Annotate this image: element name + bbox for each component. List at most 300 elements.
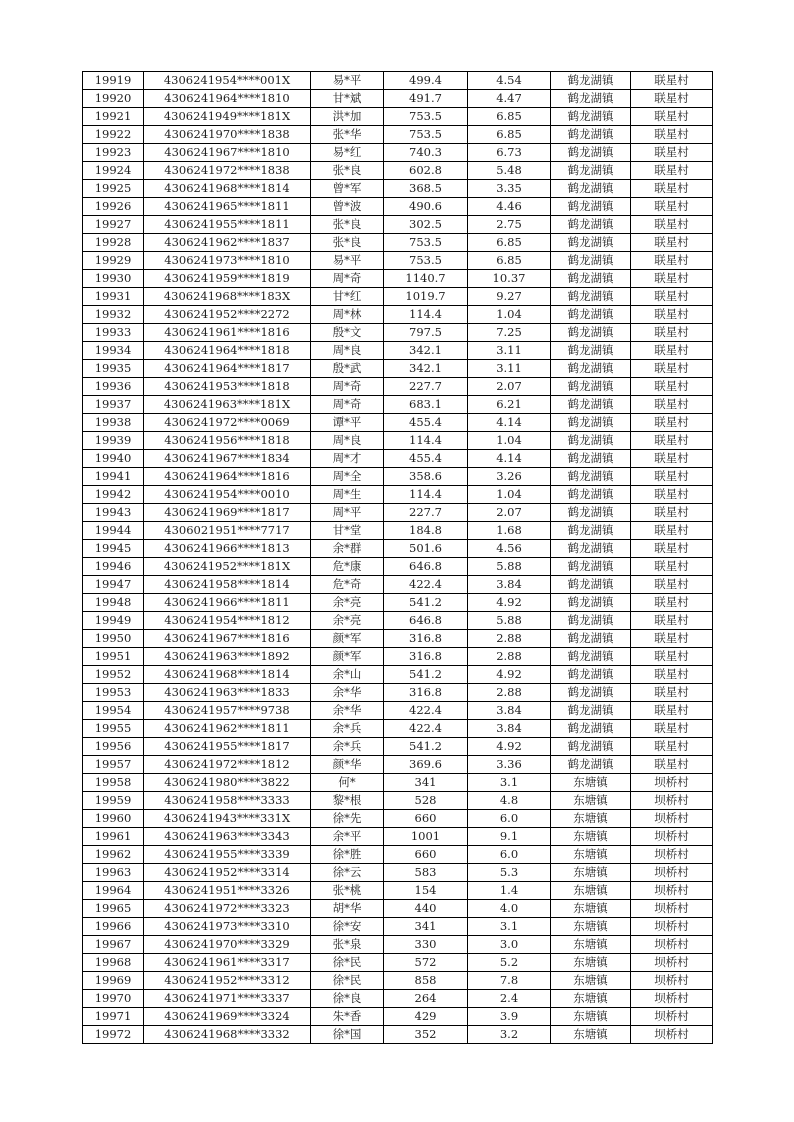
table-row: [83, 720, 713, 738]
village-cell: 联星村: [631, 468, 713, 486]
area-cell: 368.5: [384, 180, 468, 198]
town-cell: 鹤龙湖镇: [551, 486, 631, 504]
amount-cell: 7.25: [468, 324, 551, 342]
village-cell: 联星村: [631, 126, 713, 144]
town-cell: 鹤龙湖镇: [551, 756, 631, 774]
village-cell: 联星村: [631, 144, 713, 162]
table-row: [83, 666, 713, 684]
amount-cell: 4.8: [468, 792, 551, 810]
amount-cell: 6.73: [468, 144, 551, 162]
village-cell: 坝桥村: [631, 774, 713, 792]
amount-cell: 3.36: [468, 756, 551, 774]
village-cell: 坝桥村: [631, 900, 713, 918]
town-cell: 鹤龙湖镇: [551, 576, 631, 594]
amount-cell: 1.04: [468, 432, 551, 450]
id-number-cell: 4306241973****3310: [144, 918, 311, 936]
id-number-cell: 4306241958****1814: [144, 576, 311, 594]
row-number-cell: 19957: [83, 756, 144, 774]
name-cell: 黎*根: [311, 792, 384, 810]
table-row: [83, 126, 713, 144]
village-cell: 联星村: [631, 270, 713, 288]
town-cell: 鹤龙湖镇: [551, 540, 631, 558]
name-cell: 余*亮: [311, 594, 384, 612]
name-cell: 周*奇: [311, 270, 384, 288]
town-cell: 鹤龙湖镇: [551, 414, 631, 432]
area-cell: 753.5: [384, 252, 468, 270]
amount-cell: 2.88: [468, 648, 551, 666]
village-cell: 坝桥村: [631, 954, 713, 972]
name-cell: 徐*民: [311, 954, 384, 972]
village-cell: 坝桥村: [631, 1008, 713, 1026]
area-cell: 541.2: [384, 666, 468, 684]
amount-cell: 3.84: [468, 702, 551, 720]
table-row: [83, 198, 713, 216]
row-number-cell: 19964: [83, 882, 144, 900]
area-cell: 341: [384, 918, 468, 936]
amount-cell: 3.84: [468, 720, 551, 738]
village-cell: 联星村: [631, 738, 713, 756]
id-number-cell: 4306241962****1837: [144, 234, 311, 252]
town-cell: 鹤龙湖镇: [551, 684, 631, 702]
area-cell: 602.8: [384, 162, 468, 180]
area-cell: 1140.7: [384, 270, 468, 288]
town-cell: 鹤龙湖镇: [551, 738, 631, 756]
id-number-cell: 4306241966****1813: [144, 540, 311, 558]
amount-cell: 10.37: [468, 270, 551, 288]
table-row: [83, 180, 713, 198]
id-number-cell: 4306241954****001X: [144, 72, 311, 90]
table-row: [83, 540, 713, 558]
row-number-cell: 19962: [83, 846, 144, 864]
name-cell: 易*平: [311, 252, 384, 270]
area-cell: 490.6: [384, 198, 468, 216]
town-cell: 东塘镇: [551, 990, 631, 1008]
name-cell: 张*华: [311, 126, 384, 144]
row-number-cell: 19933: [83, 324, 144, 342]
area-cell: 184.8: [384, 522, 468, 540]
id-number-cell: 4306241972****1812: [144, 756, 311, 774]
town-cell: 鹤龙湖镇: [551, 432, 631, 450]
row-number-cell: 19928: [83, 234, 144, 252]
table-row: [83, 864, 713, 882]
town-cell: 鹤龙湖镇: [551, 306, 631, 324]
village-cell: 联星村: [631, 414, 713, 432]
id-number-cell: 4306241952****3312: [144, 972, 311, 990]
id-number-cell: 4306241966****1811: [144, 594, 311, 612]
area-cell: 455.4: [384, 414, 468, 432]
id-number-cell: 4306241952****3314: [144, 864, 311, 882]
id-number-cell: 4306241951****3326: [144, 882, 311, 900]
id-number-cell: 4306241964****1810: [144, 90, 311, 108]
row-number-cell: 19936: [83, 378, 144, 396]
town-cell: 东塘镇: [551, 810, 631, 828]
village-cell: 联星村: [631, 576, 713, 594]
area-cell: 302.5: [384, 216, 468, 234]
row-number-cell: 19967: [83, 936, 144, 954]
area-cell: 358.6: [384, 468, 468, 486]
table-row: [83, 216, 713, 234]
town-cell: 鹤龙湖镇: [551, 342, 631, 360]
name-cell: 朱*香: [311, 1008, 384, 1026]
town-cell: 东塘镇: [551, 774, 631, 792]
row-number-cell: 19939: [83, 432, 144, 450]
table-row: [83, 918, 713, 936]
village-cell: 联星村: [631, 234, 713, 252]
id-number-cell: 4306241957****9738: [144, 702, 311, 720]
row-number-cell: 19922: [83, 126, 144, 144]
table-row: [83, 594, 713, 612]
amount-cell: 4.92: [468, 738, 551, 756]
id-number-cell: 4306241961****3317: [144, 954, 311, 972]
table-row: [83, 576, 713, 594]
amount-cell: 5.2: [468, 954, 551, 972]
row-number-cell: 19950: [83, 630, 144, 648]
amount-cell: 1.04: [468, 306, 551, 324]
village-cell: 坝桥村: [631, 918, 713, 936]
amount-cell: 6.85: [468, 108, 551, 126]
amount-cell: 4.54: [468, 72, 551, 90]
village-cell: 联星村: [631, 90, 713, 108]
village-cell: 坝桥村: [631, 1026, 713, 1044]
village-cell: 联星村: [631, 216, 713, 234]
village-cell: 联星村: [631, 342, 713, 360]
row-number-cell: 19941: [83, 468, 144, 486]
table-row: [83, 108, 713, 126]
town-cell: 鹤龙湖镇: [551, 630, 631, 648]
town-cell: 鹤龙湖镇: [551, 90, 631, 108]
subsidy-table: [82, 71, 713, 1044]
row-number-cell: 19919: [83, 72, 144, 90]
town-cell: 东塘镇: [551, 1008, 631, 1026]
table-row: [83, 450, 713, 468]
name-cell: 颜*华: [311, 756, 384, 774]
name-cell: 周*全: [311, 468, 384, 486]
table-row: [83, 378, 713, 396]
id-number-cell: 4306241963****3343: [144, 828, 311, 846]
table-row: [83, 468, 713, 486]
table-row: [83, 558, 713, 576]
name-cell: 周*奇: [311, 396, 384, 414]
row-number-cell: 19952: [83, 666, 144, 684]
amount-cell: 6.0: [468, 810, 551, 828]
table-row: [83, 738, 713, 756]
name-cell: 甘*斌: [311, 90, 384, 108]
row-number-cell: 19960: [83, 810, 144, 828]
row-number-cell: 19934: [83, 342, 144, 360]
name-cell: 胡*华: [311, 900, 384, 918]
area-cell: 114.4: [384, 486, 468, 504]
name-cell: 易*红: [311, 144, 384, 162]
row-number-cell: 19955: [83, 720, 144, 738]
id-number-cell: 4306241969****1817: [144, 504, 311, 522]
row-number-cell: 19949: [83, 612, 144, 630]
amount-cell: 1.4: [468, 882, 551, 900]
id-number-cell: 4306241956****1818: [144, 432, 311, 450]
name-cell: 张*泉: [311, 936, 384, 954]
area-cell: 1019.7: [384, 288, 468, 306]
row-number-cell: 19946: [83, 558, 144, 576]
table-row: [83, 792, 713, 810]
row-number-cell: 19948: [83, 594, 144, 612]
village-cell: 联星村: [631, 684, 713, 702]
area-cell: 316.8: [384, 630, 468, 648]
name-cell: 颜*军: [311, 630, 384, 648]
town-cell: 东塘镇: [551, 918, 631, 936]
amount-cell: 2.4: [468, 990, 551, 1008]
table-row: [83, 612, 713, 630]
id-number-cell: 4306241963****1833: [144, 684, 311, 702]
table-row: [83, 774, 713, 792]
village-cell: 联星村: [631, 666, 713, 684]
id-number-cell: 4306241963****1892: [144, 648, 311, 666]
row-number-cell: 19959: [83, 792, 144, 810]
row-number-cell: 19935: [83, 360, 144, 378]
row-number-cell: 19951: [83, 648, 144, 666]
amount-cell: 6.0: [468, 846, 551, 864]
town-cell: 东塘镇: [551, 882, 631, 900]
id-number-cell: 4306241961****1816: [144, 324, 311, 342]
table-row: [83, 486, 713, 504]
name-cell: 余*兵: [311, 720, 384, 738]
area-cell: 264: [384, 990, 468, 1008]
town-cell: 鹤龙湖镇: [551, 216, 631, 234]
area-cell: 342.1: [384, 360, 468, 378]
village-cell: 联星村: [631, 432, 713, 450]
town-cell: 鹤龙湖镇: [551, 522, 631, 540]
village-cell: 坝桥村: [631, 846, 713, 864]
village-cell: 联星村: [631, 450, 713, 468]
village-cell: 联星村: [631, 558, 713, 576]
amount-cell: 3.1: [468, 918, 551, 936]
name-cell: 余*兵: [311, 738, 384, 756]
area-cell: 528: [384, 792, 468, 810]
id-number-cell: 4306241970****1838: [144, 126, 311, 144]
village-cell: 联星村: [631, 612, 713, 630]
village-cell: 坝桥村: [631, 936, 713, 954]
village-cell: 联星村: [631, 324, 713, 342]
name-cell: 徐*良: [311, 990, 384, 1008]
id-number-cell: 4306241954****1812: [144, 612, 311, 630]
town-cell: 鹤龙湖镇: [551, 270, 631, 288]
name-cell: 张*良: [311, 216, 384, 234]
row-number-cell: 19958: [83, 774, 144, 792]
id-number-cell: 4306241958****3333: [144, 792, 311, 810]
table-row: [83, 702, 713, 720]
name-cell: 张*良: [311, 162, 384, 180]
area-cell: 753.5: [384, 234, 468, 252]
town-cell: 鹤龙湖镇: [551, 450, 631, 468]
amount-cell: 9.1: [468, 828, 551, 846]
amount-cell: 4.47: [468, 90, 551, 108]
area-cell: 753.5: [384, 126, 468, 144]
amount-cell: 4.14: [468, 414, 551, 432]
table-row: [83, 648, 713, 666]
row-number-cell: 19923: [83, 144, 144, 162]
id-number-cell: 4306241967****1834: [144, 450, 311, 468]
area-cell: 429: [384, 1008, 468, 1026]
name-cell: 何*: [311, 774, 384, 792]
amount-cell: 1.04: [468, 486, 551, 504]
town-cell: 鹤龙湖镇: [551, 324, 631, 342]
area-cell: 455.4: [384, 450, 468, 468]
row-number-cell: 19926: [83, 198, 144, 216]
row-number-cell: 19931: [83, 288, 144, 306]
amount-cell: 3.84: [468, 576, 551, 594]
table-row: [83, 1026, 713, 1044]
row-number-cell: 19965: [83, 900, 144, 918]
area-cell: 583: [384, 864, 468, 882]
table-row: [83, 144, 713, 162]
row-number-cell: 19944: [83, 522, 144, 540]
table-row: [83, 72, 713, 90]
amount-cell: 5.48: [468, 162, 551, 180]
id-number-cell: 4306241967****1816: [144, 630, 311, 648]
row-number-cell: 19940: [83, 450, 144, 468]
table-row: [83, 504, 713, 522]
town-cell: 东塘镇: [551, 936, 631, 954]
id-number-cell: 4306241967****1810: [144, 144, 311, 162]
village-cell: 坝桥村: [631, 864, 713, 882]
row-number-cell: 19963: [83, 864, 144, 882]
name-cell: 余*华: [311, 702, 384, 720]
name-cell: 徐*先: [311, 810, 384, 828]
table-row: [83, 756, 713, 774]
amount-cell: 7.8: [468, 972, 551, 990]
amount-cell: 2.07: [468, 504, 551, 522]
id-number-cell: 4306241968****183X: [144, 288, 311, 306]
town-cell: 鹤龙湖镇: [551, 468, 631, 486]
row-number-cell: 19937: [83, 396, 144, 414]
id-number-cell: 4306241964****1816: [144, 468, 311, 486]
id-number-cell: 4306241972****1838: [144, 162, 311, 180]
village-cell: 联星村: [631, 720, 713, 738]
row-number-cell: 19927: [83, 216, 144, 234]
id-number-cell: 4306241968****1814: [144, 180, 311, 198]
id-number-cell: 4306241952****2272: [144, 306, 311, 324]
name-cell: 危*康: [311, 558, 384, 576]
village-cell: 联星村: [631, 630, 713, 648]
amount-cell: 3.2: [468, 1026, 551, 1044]
village-cell: 联星村: [631, 252, 713, 270]
amount-cell: 3.9: [468, 1008, 551, 1026]
id-number-cell: 4306241953****1818: [144, 378, 311, 396]
row-number-cell: 19938: [83, 414, 144, 432]
village-cell: 联星村: [631, 306, 713, 324]
area-cell: 683.1: [384, 396, 468, 414]
town-cell: 东塘镇: [551, 792, 631, 810]
amount-cell: 2.88: [468, 630, 551, 648]
amount-cell: 1.68: [468, 522, 551, 540]
table-row: [83, 252, 713, 270]
town-cell: 鹤龙湖镇: [551, 198, 631, 216]
amount-cell: 6.21: [468, 396, 551, 414]
town-cell: 鹤龙湖镇: [551, 378, 631, 396]
name-cell: 谭*平: [311, 414, 384, 432]
town-cell: 鹤龙湖镇: [551, 594, 631, 612]
village-cell: 联星村: [631, 702, 713, 720]
id-number-cell: 4306241970****3329: [144, 936, 311, 954]
row-number-cell: 19925: [83, 180, 144, 198]
town-cell: 鹤龙湖镇: [551, 126, 631, 144]
amount-cell: 9.27: [468, 288, 551, 306]
area-cell: 422.4: [384, 720, 468, 738]
village-cell: 联星村: [631, 396, 713, 414]
row-number-cell: 19929: [83, 252, 144, 270]
area-cell: 422.4: [384, 702, 468, 720]
village-cell: 联星村: [631, 648, 713, 666]
town-cell: 鹤龙湖镇: [551, 666, 631, 684]
village-cell: 坝桥村: [631, 972, 713, 990]
village-cell: 联星村: [631, 72, 713, 90]
name-cell: 余*华: [311, 684, 384, 702]
amount-cell: 2.07: [468, 378, 551, 396]
name-cell: 曾*军: [311, 180, 384, 198]
id-number-cell: 4306241964****1818: [144, 342, 311, 360]
table-row: [83, 882, 713, 900]
village-cell: 联星村: [631, 486, 713, 504]
id-number-cell: 4306241980****3822: [144, 774, 311, 792]
town-cell: 鹤龙湖镇: [551, 504, 631, 522]
table-row: [83, 162, 713, 180]
table-row: [83, 684, 713, 702]
name-cell: 余*群: [311, 540, 384, 558]
area-cell: 491.7: [384, 90, 468, 108]
id-number-cell: 4306241965****1811: [144, 198, 311, 216]
table-row: [83, 306, 713, 324]
town-cell: 鹤龙湖镇: [551, 396, 631, 414]
amount-cell: 6.85: [468, 126, 551, 144]
id-number-cell: 4306241955****1817: [144, 738, 311, 756]
table-row: [83, 432, 713, 450]
table-row: [83, 522, 713, 540]
village-cell: 联星村: [631, 108, 713, 126]
row-number-cell: 19969: [83, 972, 144, 990]
table-row: [83, 828, 713, 846]
area-cell: 330: [384, 936, 468, 954]
village-cell: 坝桥村: [631, 828, 713, 846]
area-cell: 501.6: [384, 540, 468, 558]
village-cell: 联星村: [631, 522, 713, 540]
area-cell: 154: [384, 882, 468, 900]
id-number-cell: 4306241955****3339: [144, 846, 311, 864]
area-cell: 541.2: [384, 738, 468, 756]
amount-cell: 4.14: [468, 450, 551, 468]
village-cell: 联星村: [631, 198, 713, 216]
name-cell: 张*桃: [311, 882, 384, 900]
area-cell: 1001: [384, 828, 468, 846]
area-cell: 572: [384, 954, 468, 972]
town-cell: 鹤龙湖镇: [551, 108, 631, 126]
area-cell: 316.8: [384, 684, 468, 702]
table-row: [83, 414, 713, 432]
amount-cell: 3.35: [468, 180, 551, 198]
name-cell: 曾*波: [311, 198, 384, 216]
row-number-cell: 19970: [83, 990, 144, 1008]
name-cell: 甘*红: [311, 288, 384, 306]
name-cell: 周*奇: [311, 378, 384, 396]
area-cell: 646.8: [384, 558, 468, 576]
area-cell: 352: [384, 1026, 468, 1044]
town-cell: 鹤龙湖镇: [551, 72, 631, 90]
name-cell: 徐*民: [311, 972, 384, 990]
row-number-cell: 19920: [83, 90, 144, 108]
table-row: [83, 360, 713, 378]
row-number-cell: 19924: [83, 162, 144, 180]
id-number-cell: 4306241972****3323: [144, 900, 311, 918]
area-cell: 541.2: [384, 594, 468, 612]
row-number-cell: 19956: [83, 738, 144, 756]
amount-cell: 2.75: [468, 216, 551, 234]
